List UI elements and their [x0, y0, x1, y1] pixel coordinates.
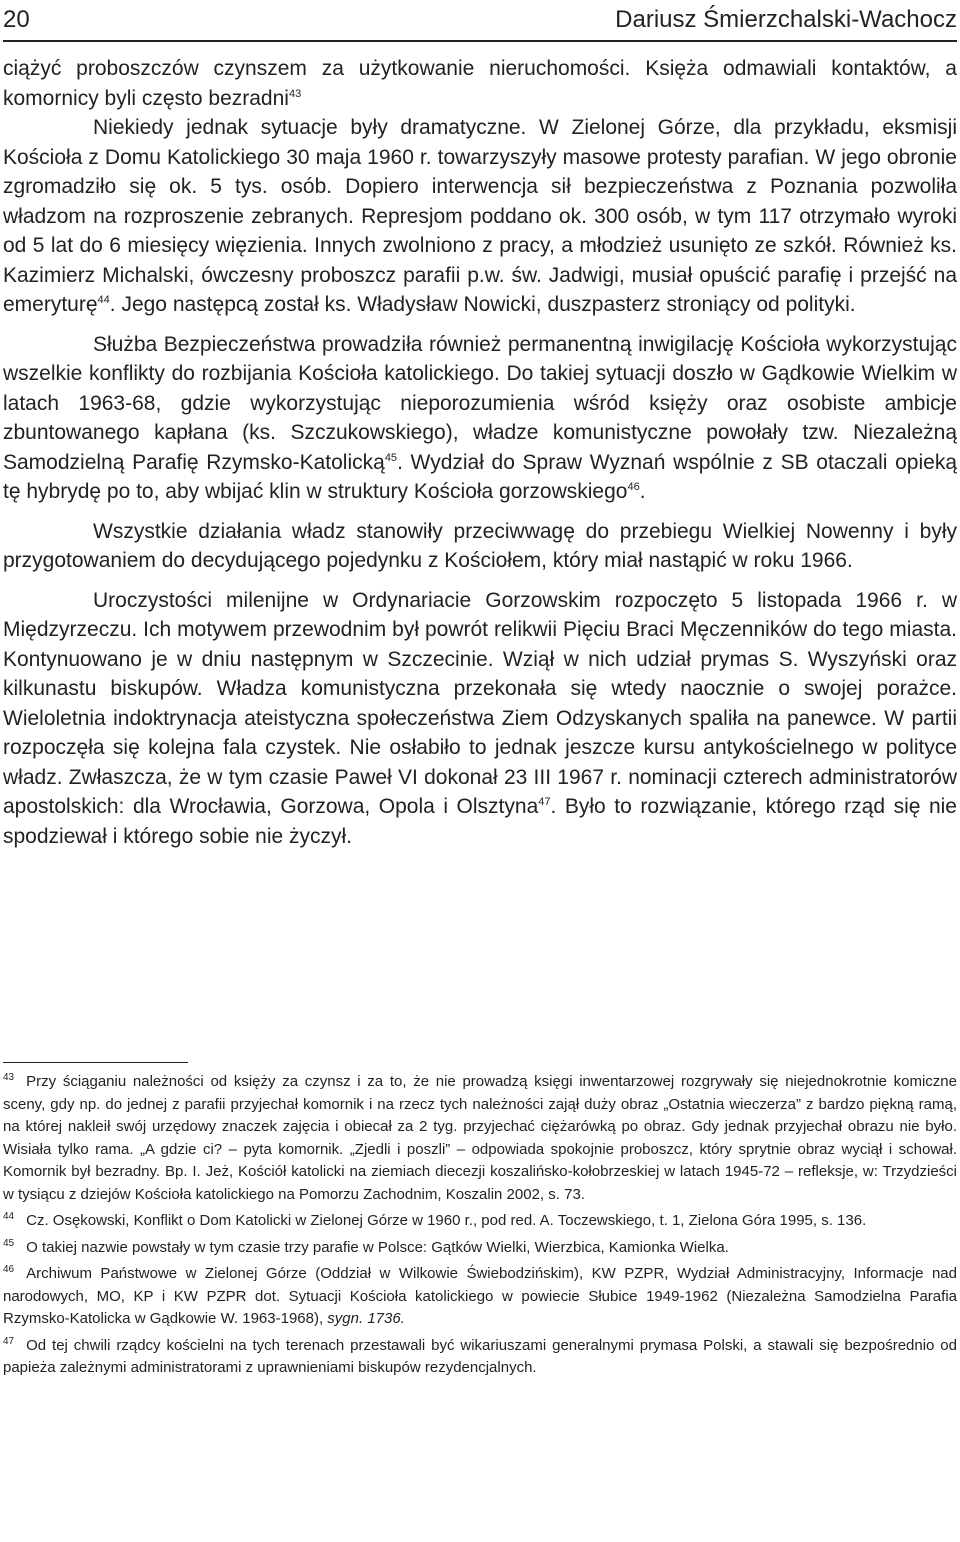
footnote-text: Od tej chwili rządcy kościelni na tych terenach przestawali być wikariuszami generalnymi prymasa Polski, a stawali się bezpośrednio od papieża zależnymi administratorami z uprawnieniami biskupów rezydencjalnych. — [3, 1336, 957, 1376]
paragraph — [3, 113, 957, 320]
paragraph-text-after: . — [639, 480, 646, 503]
paragraph-text: Uroczystości milenijne w Ordynariacie Gorzowskim rozpoczęto 5 listopada 1966 r. w Międzyrzeczu. Ich motywem przewodnim był powrót relikwii Pięciu Braci Męczenników do tego miasta. Kontynuowano je w dniu następnym w Szczecinie. Wziął w nich udział prymas S. Wyszyński oraz kilkunastu biskupów. Władza komunistyczna przekonała się wtedy naocznie o swojej porażce. Wieloletnia indoktrynacja ateistyczna społeczeństwa Ziem Odzyskanych spaliła na panewce. W partii rozpoczęła się kolejna fala czystek. Nie osłabiło to jednak jeszcze kursu antykościelnego w polityce władz. Zwłaszcza, że w tym czasie Paweł VI dokonał 23 III 1967 r. nominacji czterech administratorów apostolskich: dla Wrocławia, Gorzowa, Opola i Olsztyna — [3, 588, 957, 818]
paragraph — [3, 517, 957, 576]
footnote-ref[interactable]: 43 — [288, 87, 302, 100]
footnote-separator — [3, 1062, 188, 1063]
footnote — [3, 1263, 957, 1331]
paragraph — [3, 586, 957, 852]
footnote-ref[interactable]: 46 — [627, 481, 640, 493]
footnote-signature-italic: sygn. 1736. — [327, 1310, 405, 1327]
running-header — [3, 0, 957, 42]
paragraph-text: Służba Bezpieczeństwa prowadziła również permanentną inwigilację Kościoła wykorzystując wszelkie konflikty do rozbijania Kościoła katolickiego. Do takiej sytuacji doszło w Gądkowie Wielkim w latach 1963-68, gdzie wykorzystując nieporozumienia wśród księży oraz osobiste ambicje zbuntowanego kapłana (ks. Szczukowskiego), władze komunistyczne powołały tzw. Niezależną Samodzielną Parafię Rzymsko-Katolicką — [3, 332, 957, 474]
footnote-number: 43 — [3, 1072, 15, 1083]
paragraph — [3, 330, 957, 507]
footnote — [3, 1071, 957, 1206]
footnote-ref[interactable]: 45 — [384, 451, 398, 464]
paragraph-gap — [3, 507, 957, 517]
footnote-text: Archiwum Państwowe w Zielonej Górze (Oddział w Wilkowie Świebodzińskim), KW PZPR, Wydział Administracyjny, Informacje nad narodowych, MO, KP i KW PZPR dot. Sytuacji Kościoła katolickiego w powiecie Słubice 1949-1962 (Niezależna Samodzielna Parafia Rzymsko-Katolicka w Gądkowie W. 1963-1968), — [3, 1265, 957, 1327]
paragraph-gap — [3, 576, 957, 586]
footnote-text: Cz. Osękowski, Konflikt o Dom Katolicki w Zielonej Górze w 1960 r., pod red. A. Toczewskiego, t. 1, Zielona Góra 1995, s. 136. — [26, 1212, 867, 1229]
paragraph-text: Niekiedy jednak sytuacje były dramatyczne. W Zielonej Górze, dla przykładu, eksmisji Kościoła z Domu Katolickiego 30 maja 1960 r. towarzyszyły masowe protesty parafian. W jego obronie zgromadziło się ok. 5 tys. osób. Dopiero interwencja sił bezpieczeństwa z Poznania pozwoliła władzom na rozproszenie zebranych. Represjom poddano ok. 300 osób, w tym 117 otrzymało wyroki od 5 lat do 6 miesięcy więzienia. Innych zwolniono z pracy, a młodzież usunięto ze szkół. Również ks. Kazimierz Michalski, ówczesny proboszcz parafii p.w. św. Jadwigi, musiał opuścić parafię i przejść na emeryturę — [3, 116, 957, 316]
footnote-number: 45 — [3, 1237, 15, 1249]
footnote — [3, 1237, 957, 1260]
footnote-number: 44 — [3, 1211, 15, 1222]
running-author: Dariusz Śmierzchalski-Wachocz — [615, 6, 957, 33]
paragraph — [3, 54, 957, 113]
paragraph-text-after: . Jego następcą został ks. Władysław Nowicki, duszpasterz stroniący od polityki. — [109, 293, 856, 316]
paragraph-text-after: . Było to rozwiązanie, którego rząd się nie spodziewał i którego sobie nie życzył. — [3, 795, 957, 848]
footnote-ref[interactable]: 47 — [538, 796, 551, 808]
footnote-text: Przy ściąganiu należności od księży za czynsz i za to, że nie prowadzą księgi inwentarzowej rozgrywały się niejednokrotnie komiczne sceny, gdy np. do jednej z parafii przyjechał komornik i na rzecz tych należności zajął duży obraz „Ostatnia wieczerza” z bardzo piękną ramą, na której nakleił swój urzędowy znaczek zajęcia i obiecał za 2 tyg. przyjechać ciężarówką po obraz. Gdy jednak przyjechał obrazu nie było. Wisiała tylko rama. „A gdzie ci? – pyta komornik. „Zjedli i poszli” – odpowiada spokojnie proboszcz, który sprytnie obraz wyciął i schował. Komornik był bezradny. Bp. I. Jeż, Kościół katolicki na ziemiach diecezji koszalińsko-kołobrzeskiej w latach 1945-72 – refleksje, w: Trzydzieści w tysiącu z dziejów Kościoła katolickiego na Pomorzu Zachodnim, Koszalin 2002, s. 73. — [3, 1073, 957, 1203]
footnote-number: 47 — [3, 1335, 15, 1347]
footnote-text: O takiej nazwie powstały w tym czasie trzy parafie w Polsce: Gątków Wielki, Wierzbica, Kamionka Wielka. — [26, 1238, 729, 1256]
page-number: 20 — [3, 6, 30, 33]
paragraph-text: Wszystkie działania władz stanowiły przeciwwagę do przebiegu Wielkiej Nowenny i były przygotowaniem do decydującego pojedynku z Kościołem, który miał nastąpić w roku 1966. — [3, 519, 957, 572]
footnotes — [3, 1071, 957, 1384]
paragraph-gap — [3, 320, 957, 330]
footnote — [3, 1335, 957, 1380]
footnote-ref[interactable]: 44 — [97, 294, 110, 306]
paragraph-text: ciążyć proboszczów czynszem za użytkowanie nieruchomości. Księża odmawiali kontaktów, a komornicy byli często bezradni — [3, 57, 957, 110]
footnote — [3, 1210, 957, 1233]
paragraph-text-after: . Wydział do Spraw Wyznań wspólnie z SB otaczali opieką tę hybrydę po to, aby wbijać klin w struktury Kościoła gorzowskiego — [3, 450, 958, 503]
main-text — [3, 54, 957, 851]
footnote-number: 46 — [3, 1264, 15, 1275]
